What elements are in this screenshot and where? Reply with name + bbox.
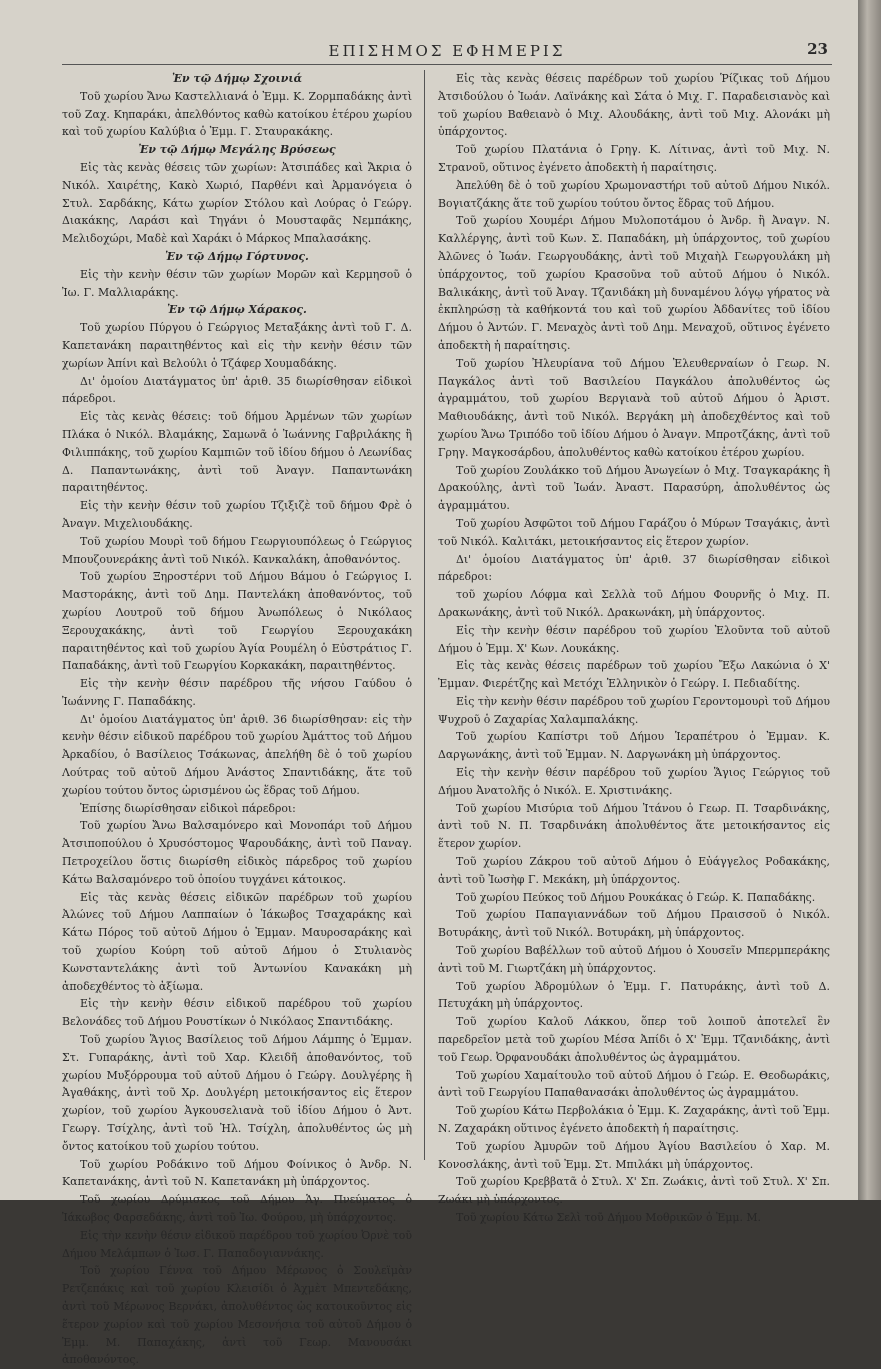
right-column: [438, 70, 830, 1227]
paragraph: Τοῦ χωρίου Πλατάνια ὁ Γρηγ. Κ. Λίτινας, ἀντὶ τοῦ Μιχ. Ν. Στρανοῦ, οὕτινος ἐγένετο ἀποδεκτὴ ἡ παραίτησις.: [438, 143, 830, 174]
page-number: 23: [807, 40, 828, 58]
paragraph: Τοῦ χωρίου Ἀσφῶτοι τοῦ Δήμου Γαράζου ὁ Μύρων Τσαγάκις, ἀντὶ τοῦ Νικόλ. Καλιτάκι, μετοικήσαντος εἰς ἕτερον χωρίον.: [438, 516, 830, 548]
paragraph: Εἰς τὴν κενὴν θέσιν παρέδρου τοῦ χωρίου Ἅγιος Γεώργιος τοῦ Δήμου Ἀνατολῆς ὁ Νικόλ. Ε. Χριστινάκης.: [438, 766, 830, 797]
paragraph: Εἰς τὴν κενὴν θέσιν εἰδικοῦ παρέδρου τοῦ χωρίου Ὀρνὲ τοῦ Δήμου Μελάμπων ὁ Ἰωσ. Γ. Παπαδογιαννάκης.: [62, 1228, 412, 1260]
paragraph: Τοῦ χωρίου Βαβέλλων τοῦ αὐτοῦ Δήμου ὁ Χουσεῖν Μπερμπεράκης ἀντὶ τοῦ Μ. Γιωρτζάκη μὴ ὑπάρχοντος.: [438, 944, 830, 975]
paragraph: Τοῦ χωρίου Ροδάκινο τοῦ Δήμου Φοίνικος ὁ Ἀνδρ. Ν. Καπετανάκης, ἀντὶ τοῦ Ν. Καπετανάκη μὴ ὑπάρχοντος.: [62, 1157, 412, 1189]
paragraph: Τοῦ χωρίου Ἄνω Βαλσαμόνερο καὶ Μονοπάρι τοῦ Δήμου Ἀτσιποπούλου ὁ Χρυσόστομος Ψαρουδάκης, ἀντὶ τοῦ Παναγ. Πετροχείλου ὅστις διωρίσθη εἰδικὸς πάρεδρος τοῦ χωρίου Κάτω Βαλσαμόνερο τοῦ ὁποίου τυγχάνει κάτοικος.: [62, 819, 412, 886]
paragraph: Τοῦ χωρίου Ἠλευρίανα τοῦ Δήμου Ἐλευθερναίων ὁ Γεωρ. Ν. Παγκάλος ἀντὶ τοῦ Βασιλείου Παγκάλου ἀπολυθέντος ὡς ἀγραμμάτου, τοῦ χωρίου Βεργιανὰ τοῦ αὐτοῦ Δήμου ὁ Ἀριστ. Μαθιουδάκης, ἀντὶ τοῦ Νικόλ. Βεργάκη μὴ ἀποδεχθέντος καὶ τοῦ χωρίου Ἄνω Τριπόδο τοῦ ἰδίου Δήμου ὁ Ἀναγν. Μπροτζάκης, ἀντὶ τοῦ Γρηγ. Μαγκοσάρδου, ἀπολυθέντος καθὼ κατοίκου ἑτέρου χωρίου.: [438, 356, 830, 459]
paragraph: Εἰς τὰς κενὰς θέσεις: τοῦ δήμου Ἀρμένων τῶν χωρίων Πλάκα ὁ Νικόλ. Βλαμάκης, Σαμωνᾶ ὁ Ἰωάννης Γαβριλάκης ἢ Φιλιππάκης, τοῦ χωρίου Καμπιῶν τοῦ ἰδίου δήμου ὁ Λεωνίδας Δ. Παπαντωνάκης, ἀντὶ τοῦ Ἀναγν. Παπαντωνάκη παραιτηθέντος.: [62, 410, 412, 495]
paragraph: Τοῦ χωρίου Μισύρια τοῦ Δήμου Ἰτάνου ὁ Γεωρ. Π. Τσαρδινάκης, ἀντὶ τοῦ Ν. Π. Τσαρδινάκη ἀπολυθέντος ἅτε μετοικήσαντος εἰς ἕτερον χωρίον.: [438, 801, 830, 851]
paragraph: Δι' ὁμοίου Διατάγματος ὑπ' ἀριθ. 36 διωρίσθησαν: εἰς τὴν κενὴν θέσιν εἰδικοῦ παρέδρου τοῦ χωρίου Ἀμάττος τοῦ Δήμου Ἀρκαδίου, ὁ Βασίλειος Τσάκωνας, ἀπελήθη δὲ ὁ τοῦ χωρίου Λούτρας τοῦ αὐτοῦ Δήμου Ἀνάστος Σπαντιδάκης, ἅτε τοῦ χωρίου τούτου ὄντος ὡρισμένου ὡς ἕδρας τοῦ Δήμου.: [62, 712, 412, 797]
section-heading: Ἐν τῷ Δήμῳ Σχοινιά: [172, 72, 302, 85]
paragraph: Εἰς τὴν κενὴν θέσιν παρέδρου τοῦ χωρίου Ἐλοῦντα τοῦ αὐτοῦ Δήμου ὁ Ἐμμ. Χ' Κων. Λουκάκης.: [438, 623, 830, 655]
paragraph: Εἰς τὴν κενὴν θέσιν τῶν χωρίων Μορῶν καὶ Κερμησοῦ ὁ Ἰω. Γ. Μαλλιαράκης.: [62, 267, 412, 299]
paragraph: Τοῦ χωρίου Πύργου ὁ Γεώργιος Μεταξάκης ἀντὶ τοῦ Γ. Δ. Καπετανάκη παραιτηθέντος καὶ εἰς τὴν κενὴν θέσιν τῶν χωρίων Ἀπίνι καὶ Βελούλι ὁ Τζάφερ Χουμαδάκης.: [62, 321, 412, 370]
paragraph: Εἰς τὴν κενὴν θέσιν παρέδρου τοῦ χωρίου Γεροντομουρὶ τοῦ Δήμου Ψυχροῦ ὁ Ζαχαρίας Χαλαμπαλάκης.: [438, 694, 830, 726]
paragraph: τοῦ χωρίου Λόφμα καὶ Σελλὰ τοῦ Δήμου Φουρνῆς ὁ Μιχ. Π. Δρακωνάκης, ἀντὶ τοῦ Νικόλ. Δρακωνάκη, μὴ ὑπάρχοντος.: [438, 588, 830, 619]
paragraph: Τοῦ χωρίου Καλοῦ Λάκκου, ὅπερ τοῦ λοιποῦ ἀποτελεῖ ἓν παρεδρεῖον μετὰ τοῦ χωρίου Μέσα Ἀπίδι ὁ Χ' Ἐμμ. Τζανιδάκης, ἀντὶ τοῦ Γεωρ. Ὀρφανουδάκι ἀπολυθέντος ὡς ἀγραμμάτου.: [438, 1015, 830, 1064]
paragraph: Εἰς τὴν κενὴν θέσιν εἰδικοῦ παρέδρου τοῦ χωρίου Βελονάδες τοῦ Δήμου Ρουστίκων ὁ Νικόλαος Σπαντιδάκης.: [62, 997, 412, 1029]
paragraph: Τοῦ χωρίου Κάτω Περβολάκια ὁ Ἐμμ. Κ. Ζαχαράκης, ἀντὶ τοῦ Ἐμμ. Ν. Ζαχαράκη οὕτινος ἐγένετο ἀποδεκτὴ ἡ παραίτησις.: [438, 1104, 830, 1136]
paragraph: Τοῦ χωρίου Ἀμυρῶν τοῦ Δήμου Ἁγίου Βασιλείου ὁ Χαρ. Μ. Κονοσλάκης, ἀντὶ τοῦ Ἐμμ. Στ. Μπιλάκι μὴ ὑπάρχοντος.: [438, 1139, 830, 1171]
page-header: [62, 40, 832, 65]
paragraph: Εἰς τὰς κενὰς θέσεις παρέδρων τοῦ χωρίου Ῥίζικας τοῦ Δήμου Ἀτσιδούλου ὁ Ἰωάν. Λαϊνάκης καὶ Σάτα ὁ Μιχ. Γ. Παραδεισιανὸς καὶ τοῦ χωρίου Βαθειανὸ ὁ Μιχ. Αλουδάκης, ἀντὶ τοῦ Μιχ. Αλονάκι μὴ ὑπάρχοντος.: [438, 72, 830, 139]
column-divider: [424, 70, 425, 1160]
paragraph: Τοῦ χωρίου Ἄνω Καστελλιανά ὁ Ἐμμ. Κ. Ζορμπαδάκης ἀντὶ τοῦ Ζαχ. Κηπαράκι, ἀπελθόντος καθὼ κατοίκου ἑτέρου χωρίου καὶ τοῦ χωρίου Καλύβια ὁ Ἐμμ. Γ. Σταυρακάκης.: [62, 89, 412, 139]
left-column: [62, 70, 412, 1369]
paragraph: Δι' ὁμοίου Διατάγματος ὑπ' ἀριθ. 35 διωρίσθησαν εἰδικοὶ πάρεδροι.: [62, 374, 412, 406]
paragraph: Τοῦ χωρίου Κάτω Σελὶ τοῦ Δήμου Μοθρικῶν ὁ Ἐμμ. Μ.: [456, 1211, 762, 1224]
paragraph: Εἰς τὰς κενὰς θέσεις παρέδρων τοῦ χωρίου Ἔξω Λακώνια ὁ Χ' Ἐμμαν. Φιερέτζης καὶ Μετόχι Ἑλληνικὸν ὁ Γεώργ. Ι. Πεδιαδίτης.: [438, 659, 830, 691]
paragraph: Τοῦ χωρίου Γέννα τοῦ Δήμου Μέρωνος ὁ Σουλεϊμὰν Ρετζεπάκις καὶ τοῦ χωρίου Κλεισίδι ὁ Ἀχμὲτ Μπεντεδάκης, ἀντὶ τοῦ Μέρωνος Βερνάκι, ἀπολυθέντος ὡς κατοικοῦντος εἰς ἕτερον χωρίον καὶ τοῦ χωρίου Μεσονήσια τοῦ αὐτοῦ Δήμου ὁ Ἐμμ. Μ. Παπαχάκης, ἀντὶ τοῦ Γεωρ. Μανουσάκι ἀποθανόντος.: [62, 1264, 412, 1367]
paragraph: Τοῦ χωρίου Ζάκρου τοῦ αὐτοῦ Δήμου ὁ Εὐάγγελος Ροδακάκης, ἀντὶ τοῦ Ἰωσὴφ Γ. Μεκάκη, μὴ ὑπάρχοντος.: [438, 855, 830, 886]
gazette-title: ΕΠΙΣΗΜΟΣ ΕΦΗΜΕΡΙΣ: [328, 42, 566, 60]
paragraph: Ἀπελύθη δὲ ὁ τοῦ χωρίου Χρωμοναστήρι τοῦ αὐτοῦ Δήμου Νικόλ. Βογιατζάκης ἅτε τοῦ χωρίου τούτου ὄντος ἕδρας τοῦ Δήμου.: [438, 178, 830, 210]
section-heading: Ἐν τῷ Δήμῳ Γόρτυνος.: [165, 249, 309, 263]
paragraph: Τοῦ χωρίου Πεύκος τοῦ Δήμου Ρουκάκας ὁ Γεώρ. Κ. Παπαδάκης.: [456, 890, 816, 904]
paragraph: Τοῦ χωρίου Ζουλάκκο τοῦ Δήμου Ἀνωγείων ὁ Μιχ. Τσαγκαράκης ἢ Δρακούλης, ἀντὶ τοῦ Ἰωάν. Ἀναστ. Παρασύρη, ἀπολυθέντος ὡς ἀγραμμάτου.: [438, 463, 830, 513]
paragraph: Εἰς τὰς κενὰς θέσεις εἰδικῶν παρέδρων τοῦ χωρίου Ἀλώνες τοῦ Δήμου Λαππαίων ὁ Ἰάκωβος Τσαχαράκης καὶ Κάτω Πόρος τοῦ αὐτοῦ Δήμου ὁ Ἐμμαν. Μαυροσαράκης καὶ τοῦ χωρίου Κούρη τοῦ αὐτοῦ Δήμου ὁ Στυλιανὸς Κωνσταντελάκης ἀντὶ τοῦ Ἀντωνίου Κανακάκη μὴ ἀποδεχθέντος τὸ ἀξίωμα.: [62, 890, 412, 993]
page-stack-edge: [858, 0, 881, 1200]
paragraph: Τοῦ χωρίου Χουμέρι Δήμου Μυλοποτάμου ὁ Ἀνδρ. ἢ Ἀναγν. Ν. Καλλέργης, ἀντὶ τοῦ Κων. Σ. Παπαδάκη, μὴ ὑπάρχοντος, τοῦ χωρίου Ἀλῶνες ὁ Ἰωάν. Γεωργουδάκης, ἀντὶ τοῦ Μιχαὴλ Γεωργουλάκη μὴ ὑπάρχοντος, τοῦ χωρίου Κρασοῦνα τοῦ αὐτοῦ Δήμου ὁ Νικόλ. Βαλικάκης, ἀντὶ τοῦ Ἀναγ. Τζανιδάκη μὴ δυναμένου λόγῳ γήρατος νὰ ἐκπληρώσῃ τὰ καθήκοντά του καὶ τοῦ χωρίου Ἀδδανίτες τοῦ ἰδίου Δήμου ὁ Ἀντών. Γ. Μεναχὸς ἀντὶ τοῦ Δημ. Μεναχοῦ, οὕτινος ἐγένετο ἀποδεκτὴ ἡ παραίτησις.: [438, 214, 830, 352]
paragraph: Τοῦ χωρίου Δρύμισκος τοῦ Δήμου Ἁγ. Πνεύματος ὁ Ἰάκωβος Φαρσεδάκης, ἀντὶ τοῦ Ἰω. Φούρου, μὴ ὑπάρχοντος.: [62, 1193, 412, 1224]
paragraph: Τοῦ χωρίου Παπαγιαννάδων τοῦ Δήμου Πραισσοῦ ὁ Νικόλ. Βοτυράκης, ἀντὶ τοῦ Νικόλ. Βοτυράκη, μὴ ὑπάρχοντος.: [438, 908, 830, 940]
paragraph: Ἐπίσης διωρίσθησαν εἰδικοὶ πάρεδροι:: [80, 801, 296, 815]
paragraph: Τοῦ χωρίου Ἀδρομύλων ὁ Ἐμμ. Γ. Πατυράκης, ἀντὶ τοῦ Δ. Πετυχάκη μὴ ὑπάρχοντος.: [438, 979, 830, 1011]
paragraph: Τοῦ χωρίου Καπίστρι τοῦ Δήμου Ἱεραπέτρου ὁ Ἐμμαν. Κ. Δαργωνάκης, ἀντὶ τοῦ Ἐμμαν. Ν. Δαργωνάκη μὴ ὑπάρχοντος.: [438, 730, 830, 762]
section-heading: Ἐν τῷ Δήμῳ Χάρακος.: [167, 303, 307, 317]
section-heading: Ἐν τῷ Δήμῳ Μεγάλης Βρύσεως: [138, 143, 336, 157]
paragraph: Εἰς τὴν κενὴν θέσιν τοῦ χωρίου Τζιξιζὲ τοῦ δήμου Φρὲ ὁ Ἀναγν. Μιχελιουδάκης.: [62, 499, 412, 530]
paragraph: Εἰς τὴν κενὴν θέσιν παρέδρου τῆς νήσου Γαύδου ὁ Ἰωάννης Γ. Παπαδάκης.: [62, 677, 412, 708]
paragraph: Τοῦ χωρίου Ξηροστέρνι τοῦ Δήμου Βάμου ὁ Γεώργιος Ι. Μαστοράκης, ἀντὶ τοῦ Δημ. Παντελάκη ἀποθανόντος, τοῦ χωρίου Λουτροῦ τοῦ δήμου Ἀνωπόλεως ὁ Νικόλαος Ξερουχακάκης, ἀντὶ τοῦ Γεωργίου Ξερουχακάκη παραιτηθέντος καὶ τοῦ χωρίου Ἁγία Ρουμέλη ὁ Εὐστράτιος Γ. Παπαδάκης, ἀντὶ τοῦ Γεωργίου Κορκακάκη, παραιτηθέντος.: [62, 570, 412, 673]
paragraph: Εἰς τὰς κενὰς θέσεις τῶν χωρίων: Ἀτσιπάδες καὶ Ἄκρια ὁ Νικόλ. Χαιρέτης, Κακὸ Χωριό, Παρθένι καὶ Ἀρμανόγεια ὁ Στυλ. Σαρδάκης, Κάτω χωρίον Στόλου καὶ Λούρας ὁ Γεώργ. Διακάκης, Λαράσι καὶ Τηγάνι ὁ Μουσταφᾶς Νεμπάκης, Μελιδοχώρι, Μαδὲ καὶ Χαράκι ὁ Μάρκος Μπαλασάκης.: [62, 160, 412, 246]
paragraph: Τοῦ χωρίου Κρεββατᾶ ὁ Στυλ. Χ' Σπ. Ζωάκις, ἀντὶ τοῦ Στυλ. Χ' Σπ. Ζωάκι μὴ ὑπάρχοντος.: [438, 1175, 830, 1207]
paragraph: Τοῦ χωρίου Χαμαίτουλο τοῦ αὐτοῦ Δήμου ὁ Γεώρ. Ε. Θεοδωράκις, ἀντὶ τοῦ Γεωργίου Παπαθανασάκι ἀπολυθέντος ὡς ἀγραμμάτου.: [438, 1068, 830, 1100]
paragraph: Τοῦ χωρίου Μουρὶ τοῦ δήμου Γεωργιουπόλεως ὁ Γεώργιος Μπουζουνεράκης ἀντὶ τοῦ Νικόλ. Κανκαλάκη, ἀποθανόντος.: [62, 534, 412, 566]
paragraph: Δι' ὁμοίου Διατάγματος ὑπ' ἀριθ. 37 διωρίσθησαν εἰδικοὶ πάρεδροι:: [438, 552, 830, 584]
paragraph: Τοῦ χωρίου Ἅγιος Βασίλειος τοῦ Δήμου Λάμπης ὁ Ἐμμαν. Στ. Γυπαράκης, ἀντὶ τοῦ Χαρ. Κλειδῆ ἀποθανόντος, τοῦ χωρίου Μυξόρρουμα τοῦ αὐτοῦ Δήμου ὁ Γεώργ. Δουλγέρης ἢ Ἀγαθάκης, ἀντὶ τοῦ Χρ. Δουλγέρη μετοικήσαντος εἰς ἕτερον χωρίον, τοῦ χωρίου Ἀγκουσελιανὰ τοῦ ἰδίου Δήμου ὁ Ἀντ. Γεωργ. Τσίχλης, ἀντὶ τοῦ Ἠλ. Τσίχλη, ἀπολυθέντος ὡς μὴ ὄντος κατοίκου τοῦ χωρίου τούτου.: [62, 1033, 412, 1153]
